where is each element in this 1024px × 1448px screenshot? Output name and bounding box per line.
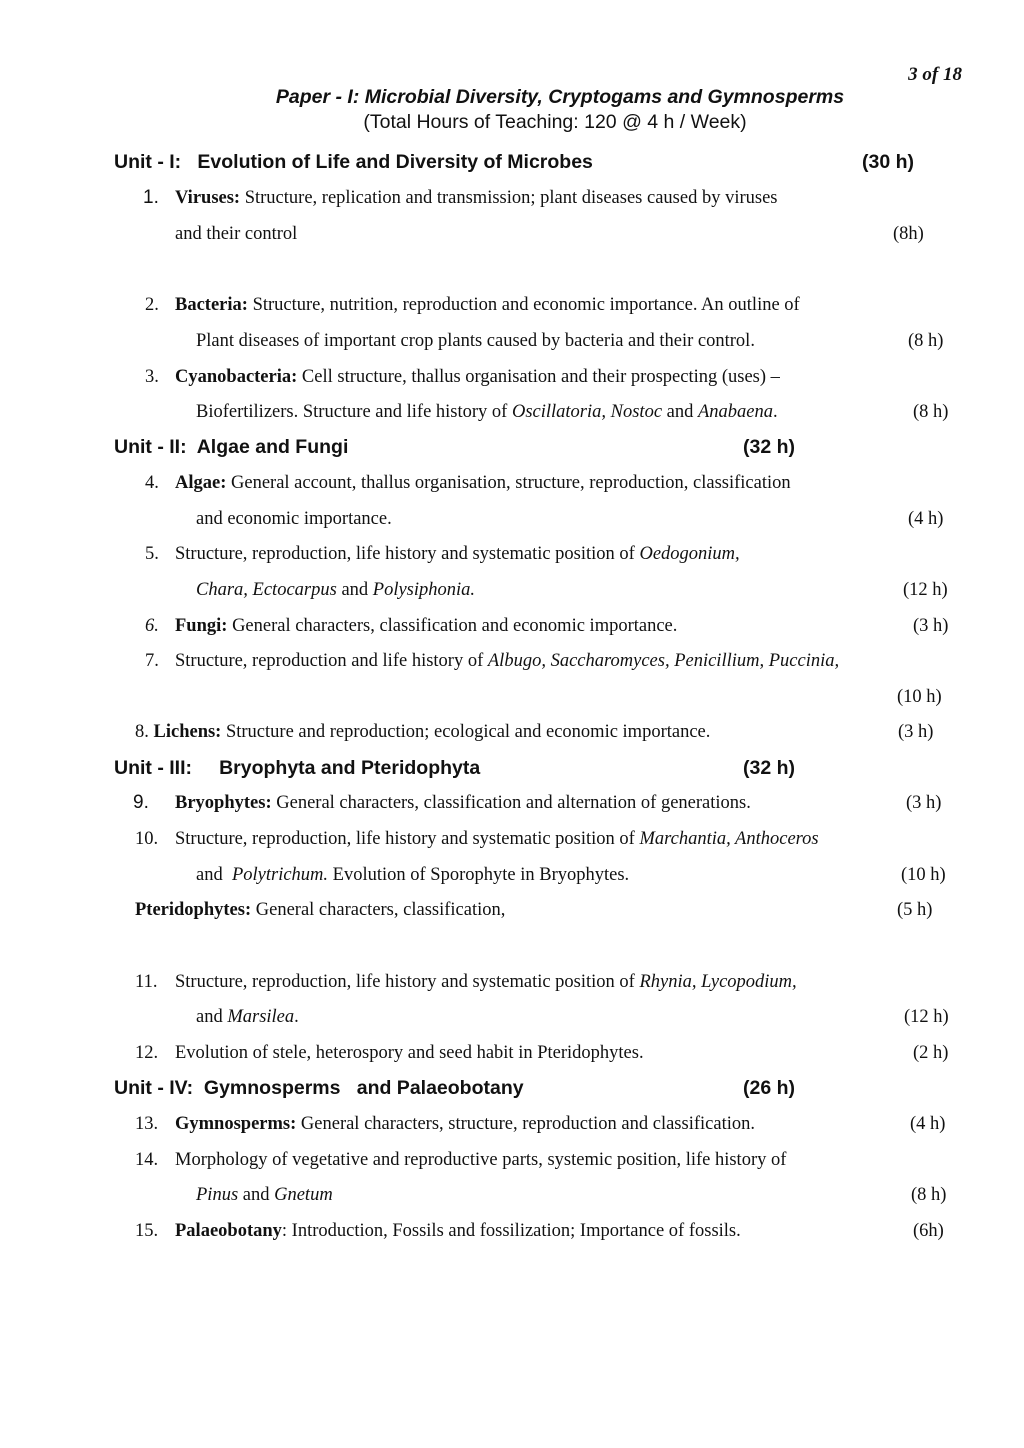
topic-hours: (10 h) bbox=[901, 865, 946, 885]
organism-names: Chara, Ectocarpus bbox=[196, 580, 337, 600]
topic-number: 13. bbox=[135, 1114, 159, 1134]
topic-hours: (12 h) bbox=[904, 1007, 949, 1027]
topic-text: Evolution of Sporophyte in Bryophytes. bbox=[328, 865, 630, 885]
topic-hours: (8h) bbox=[893, 224, 924, 244]
unit-title: Bryophyta and Pteridophyta bbox=[219, 757, 481, 779]
topic-hours: (3 h) bbox=[898, 722, 934, 742]
topic-text: General account, thallus organisation, structure, reproduction, classification bbox=[226, 473, 791, 493]
paper-subtitle: (Total Hours of Teaching: 120 @ 4 h / Week) bbox=[363, 111, 747, 133]
topic-text: General characters, classification and alternation of generations. bbox=[271, 793, 751, 813]
organism-names: Marchantia, Anthoceros bbox=[639, 829, 819, 849]
topic-line bbox=[196, 1185, 333, 1206]
topic-number: 14. bbox=[135, 1150, 159, 1170]
organism-names: Albugo, Saccharomyces, Penicillium, Puccinia, bbox=[487, 651, 840, 671]
topic-text: and bbox=[238, 1185, 275, 1205]
topic-hours: (6h) bbox=[913, 1221, 944, 1241]
topic-keyword: Cyanobacteria: bbox=[175, 367, 298, 387]
topic-keyword: Gymnosperms: bbox=[175, 1114, 297, 1134]
topic-text: Cell structure, thallus organisation and their prospecting (uses) – bbox=[297, 367, 780, 387]
unit-hours: (32 h) bbox=[743, 436, 796, 458]
topic-line bbox=[175, 473, 791, 494]
topic-line bbox=[175, 616, 677, 637]
unit-title: Algae and Fungi bbox=[196, 436, 349, 458]
topic-line bbox=[175, 651, 839, 672]
topic-line bbox=[175, 829, 819, 850]
topic-keyword: Bacteria: bbox=[175, 295, 248, 315]
topic-line bbox=[135, 900, 505, 921]
topic-line bbox=[175, 972, 797, 993]
topic-text: . bbox=[773, 402, 778, 422]
topic-line bbox=[175, 295, 800, 316]
topic-line: Evolution of stele, heterospory and seed habit in Pteridophytes. bbox=[175, 1043, 644, 1063]
topic-line bbox=[196, 865, 629, 886]
topic-number: 1. bbox=[143, 187, 159, 208]
topic-text: : Introduction, Fossils and fossilization; Importance of fossils. bbox=[281, 1221, 741, 1241]
topic-number: 8. bbox=[135, 722, 149, 742]
topic-text: Structure, reproduction, life history and systematic position of bbox=[175, 972, 640, 992]
unit-heading bbox=[114, 757, 480, 780]
unit-label: Unit - II: bbox=[114, 436, 187, 458]
organism-names: Rhynia, Lycopodium, bbox=[639, 972, 797, 992]
page-number: 3 of 18 bbox=[908, 64, 962, 85]
topic-hours: (2 h) bbox=[913, 1043, 949, 1063]
topic-keyword: Palaeobotany bbox=[175, 1221, 282, 1241]
topic-line bbox=[175, 544, 740, 565]
topic-keyword: Algae: bbox=[175, 473, 227, 493]
topic-hours: (4 h) bbox=[910, 1114, 946, 1134]
unit-title: Gymnosperms and Palaeobotany bbox=[203, 1077, 524, 1099]
unit-label: Unit - III: bbox=[114, 757, 192, 779]
topic-text: Biofertilizers. Structure and life history of bbox=[196, 402, 512, 422]
topic-number: 12. bbox=[135, 1043, 159, 1063]
topic-number: 2. bbox=[145, 295, 159, 315]
topic-number: 11. bbox=[135, 972, 158, 992]
topic-line bbox=[135, 722, 710, 743]
topic-keyword: Viruses: bbox=[175, 188, 241, 208]
topic-hours: (8 h) bbox=[913, 402, 949, 422]
unit-heading bbox=[114, 151, 593, 174]
topic-text: General characters, classification and economic importance. bbox=[227, 616, 678, 636]
organism-name: Marsilea bbox=[227, 1007, 295, 1027]
organism-name: Gnetum bbox=[274, 1185, 333, 1205]
unit-hours: (26 h) bbox=[743, 1077, 796, 1099]
topic-line: and their control bbox=[175, 224, 298, 244]
topic-line bbox=[196, 580, 475, 601]
topic-hours: (3 h) bbox=[913, 616, 949, 636]
topic-line bbox=[196, 1007, 299, 1028]
unit-hours: (32 h) bbox=[743, 757, 796, 779]
topic-number: 5. bbox=[145, 544, 159, 564]
topic-line bbox=[175, 367, 780, 388]
topic-hours: (8 h) bbox=[911, 1185, 947, 1205]
topic-line bbox=[175, 1221, 741, 1242]
topic-text: and bbox=[196, 865, 232, 885]
organism-name: Anabaena bbox=[698, 402, 774, 422]
topic-number: 15. bbox=[135, 1221, 159, 1241]
organism-names: Oscillatoria, Nostoc bbox=[511, 402, 663, 422]
unit-title: Evolution of Life and Diversity of Microbes bbox=[197, 151, 593, 173]
topic-line bbox=[196, 402, 778, 423]
unit-hours: (30 h) bbox=[862, 151, 915, 173]
topic-text: and bbox=[662, 402, 698, 422]
topic-line bbox=[175, 188, 778, 209]
organism-name: Pinus bbox=[196, 1185, 239, 1205]
organism-name: Polytrichum. bbox=[231, 865, 329, 885]
topic-text: General characters, classification, bbox=[251, 900, 506, 920]
topic-line: Morphology of vegetative and reproductive parts, systemic position, life history of bbox=[175, 1150, 787, 1170]
topic-text: General characters, structure, reproduction and classification. bbox=[296, 1114, 755, 1134]
topic-hours: (4 h) bbox=[908, 509, 944, 529]
topic-hours: (12 h) bbox=[903, 580, 948, 600]
topic-text: Structure, nutrition, reproduction and economic importance. An outline of bbox=[247, 295, 800, 315]
topic-number: 3. bbox=[145, 367, 159, 387]
topic-hours: (8 h) bbox=[908, 331, 944, 351]
paper-title: Paper - I: Microbial Diversity, Cryptogams and Gymnosperms bbox=[275, 86, 845, 108]
topic-text: Structure, reproduction, life history and systematic position of bbox=[175, 544, 640, 564]
topic-hours: (10 h) bbox=[897, 687, 942, 707]
topic-number: 9. bbox=[133, 792, 149, 813]
topic-keyword: Fungi: bbox=[175, 616, 228, 636]
topic-text: . bbox=[294, 1007, 299, 1027]
topic-keyword: Bryophytes: bbox=[175, 793, 272, 813]
organism-name: Polysiphonia. bbox=[372, 580, 476, 600]
topic-line bbox=[175, 1114, 755, 1135]
topic-number: 7. bbox=[145, 651, 159, 671]
topic-keyword: Lichens: bbox=[153, 722, 222, 742]
topic-line: Plant diseases of important crop plants caused by bacteria and their control. bbox=[196, 331, 755, 351]
topic-text: Structure and reproduction; ecological and economic importance. bbox=[221, 722, 711, 742]
topic-keyword: Pteridophytes: bbox=[135, 900, 252, 920]
topic-number: 4. bbox=[145, 473, 159, 493]
unit-label: Unit - I: bbox=[114, 151, 182, 173]
unit-heading bbox=[114, 1077, 524, 1100]
unit-heading bbox=[114, 436, 348, 459]
organism-name: Oedogonium, bbox=[639, 544, 740, 564]
unit-label: Unit - IV: bbox=[114, 1077, 194, 1099]
topic-line bbox=[175, 793, 751, 814]
topic-text: Structure, replication and transmission; plant diseases caused by viruses bbox=[240, 188, 778, 208]
topic-hours: (3 h) bbox=[906, 793, 942, 813]
topic-text: and bbox=[336, 580, 373, 600]
topic-text: and bbox=[196, 1007, 228, 1027]
topic-text: Structure, reproduction and life history of bbox=[175, 651, 488, 671]
topic-text: Structure, reproduction, life history and systematic position of bbox=[175, 829, 640, 849]
topic-number: 6. bbox=[145, 616, 159, 636]
topic-line: and economic importance. bbox=[196, 509, 392, 529]
topic-hours: (5 h) bbox=[897, 900, 933, 920]
topic-number: 10. bbox=[135, 829, 159, 849]
